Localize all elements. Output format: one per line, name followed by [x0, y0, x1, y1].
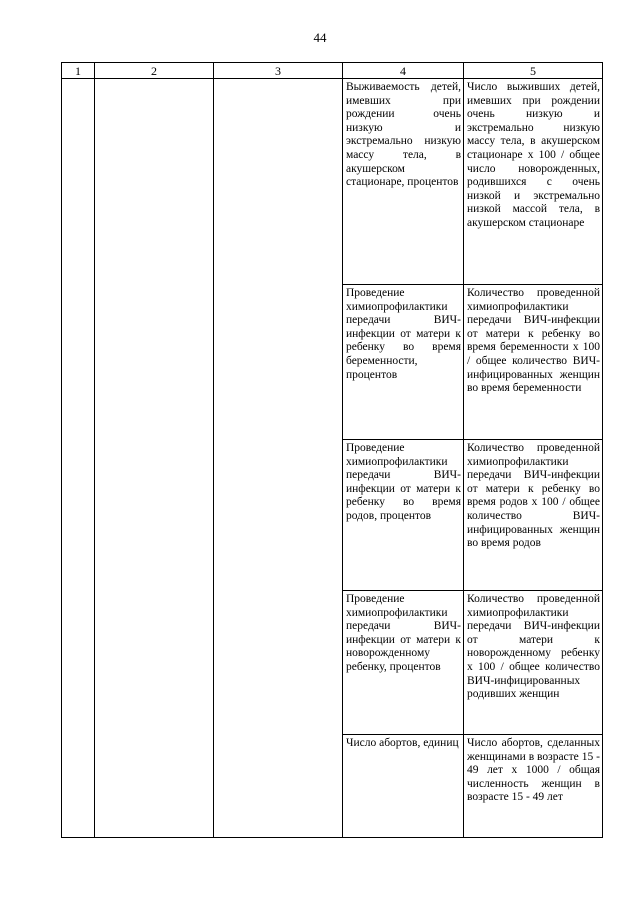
formula-cell	[464, 440, 603, 591]
header-col-2: 2	[95, 63, 214, 79]
indicator-cell	[343, 285, 464, 440]
header-col-1: 1	[62, 63, 95, 79]
table-body	[62, 79, 603, 838]
indicator-cell	[343, 591, 464, 735]
formula-text: Число выживших детей, имевших при рождении очень низкую и экстремально низкую массу тела, в акушерском стационаре x 100 / общее число новорожденных, родившихся с очень низкой и экстремально низкой массой тела, в акушерском стационаре	[467, 81, 600, 229]
formula-text: Количество проведенной химиопрофилактики передачи ВИЧ-инфекции от матери к ребенку во время родов x 100 / общее количество ВИЧ-инфицированных женщин во время родов	[467, 442, 600, 550]
table-header	[62, 63, 603, 79]
indicator-text: Число абортов, единиц	[346, 737, 459, 749]
formula-cell	[464, 285, 603, 440]
table-row	[62, 79, 603, 285]
indicator-text: Проведение химиопрофилактики передачи ВИЧ-инфекции от матери к ребенку во время беременности, процентов	[346, 287, 461, 381]
header-col-5: 5	[464, 63, 603, 79]
formula-cell	[464, 79, 603, 285]
indicator-cell	[343, 735, 464, 838]
header-col-3: 3	[214, 63, 343, 79]
indicators-table	[61, 62, 603, 838]
indicator-cell	[343, 79, 464, 285]
page-number: 44	[313, 30, 327, 45]
indicator-text: Проведение химиопрофилактики передачи ВИЧ-инфекции от матери к ребенку во время родов, процентов	[346, 442, 461, 522]
formula-cell	[464, 591, 603, 735]
indicator-text: Проведение химиопрофилактики передачи ВИЧ-инфекции от матери к новорожденному ребенку, процентов	[346, 593, 461, 673]
formula-cell	[464, 735, 603, 838]
formula-text: Число абортов, сделанных женщинами в возрасте 15 - 49 лет x 1000 / общая численность женщин в возрасте 15 - 49 лет	[467, 737, 600, 804]
formula-text: Количество проведенной химиопрофилактики передачи ВИЧ-инфекции от матери к новорожденному ребенку x 100 / общее количество ВИЧ-инфицированных родивших женщин	[467, 593, 600, 701]
indicator-cell	[343, 440, 464, 591]
empty-cell-col-2	[95, 79, 214, 838]
empty-cell-col-1	[62, 79, 95, 838]
header-row	[62, 63, 603, 79]
formula-text: Количество проведенной химиопрофилактики передачи ВИЧ-инфекции от матери к ребенку во время беременности x 100 / общее количество ВИЧ-инфицированных женщин во время беременности	[467, 287, 600, 395]
empty-cell-col-3	[214, 79, 343, 838]
header-col-4: 4	[343, 63, 464, 79]
indicator-text: Выживаемость детей, имевших при рождении очень низкую и экстремально низкую массу тела, в акушерском стационаре, процентов	[346, 81, 461, 189]
